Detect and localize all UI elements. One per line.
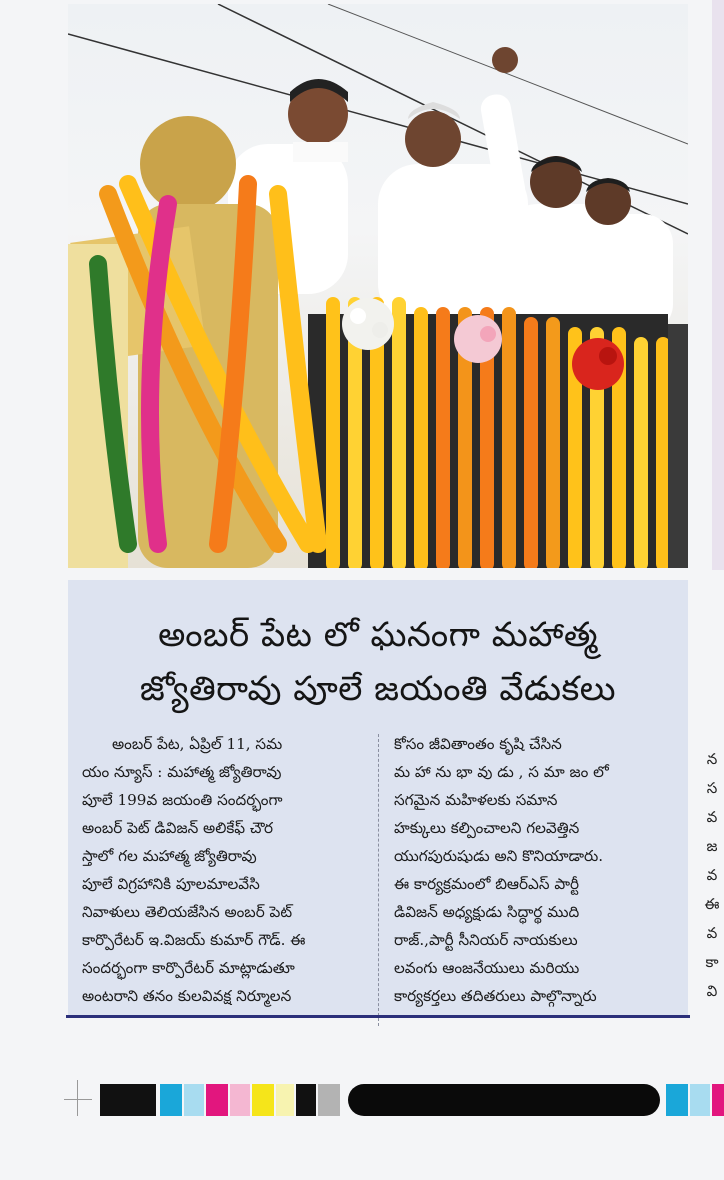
headline xyxy=(68,608,688,716)
color-swatch xyxy=(318,1084,340,1116)
body-line: పూలే విగ్రహానికి పూలమాలవేసి xyxy=(82,875,260,893)
article-box xyxy=(68,580,688,1016)
color-swatch xyxy=(100,1084,156,1116)
color-swatch xyxy=(184,1084,204,1116)
body-line: యం న్యూస్ : మహాత్మ జ్యోతిరావు xyxy=(82,763,282,781)
body-line: లవంగు ఆంజనేయులు మరియు xyxy=(394,959,580,977)
body-column-2 xyxy=(394,730,676,1010)
news-photo xyxy=(68,4,688,568)
body-line: కార్పొరేటర్ ఇ.విజయ్ కుమార్ గౌడ్. ఈ xyxy=(82,931,306,949)
body-line: అంబర్ పెట్ డివిజన్ అలికేఫ్ చౌర xyxy=(82,819,274,837)
body-line: సగమైన మహిళలకు సమాన xyxy=(394,791,558,809)
headline-line-2: జ్యోతిరావు పూలే జయంతి వేడుకలు xyxy=(139,669,617,709)
body-column-1 xyxy=(82,730,364,1010)
color-swatch-lightcyan-right xyxy=(690,1084,710,1116)
body-line: అంబర్ పేట, ఏప్రిల్ 11, సమ xyxy=(112,735,283,753)
body-line: సందర్భంగా కార్పొరేటర్ మాట్లాడుతూ xyxy=(82,959,295,977)
headline-line-1: అంబర్ పేట లో ఘనంగా మహాత్మ xyxy=(158,615,598,655)
body-line: హక్కులు కల్పించాలని గలవెత్తిన xyxy=(394,819,580,837)
color-swatch xyxy=(276,1084,294,1116)
body-line: పూలే 199వ జయంతి సందర్భంగా xyxy=(82,791,283,809)
registration-bar-black xyxy=(348,1084,660,1116)
body-line: ఈ కార్యక్రమంలో బిఆర్ఎస్ పార్టీ xyxy=(394,875,579,893)
body-line: యుగపురుషుడు అని కొనియాడారు. xyxy=(394,847,604,865)
crop-mark-horizontal xyxy=(64,1099,92,1100)
body-line: కార్యకర్తలు తదితరులు పాల్గొన్నారు xyxy=(394,987,597,1005)
crop-mark-vertical xyxy=(77,1080,78,1116)
article-bottom-rule xyxy=(66,1015,690,1018)
color-swatch-magenta-right xyxy=(712,1084,724,1116)
body-line: స్తాలో గల మహాత్మ జ్యోతిరావు xyxy=(82,847,257,865)
color-swatch xyxy=(206,1084,228,1116)
column-divider xyxy=(378,734,379,1026)
body-line: మ హా ను భా వు డు , స మా జం లో xyxy=(394,763,609,781)
body-line: డివిజన్ అధ్యక్షుడు సిద్ధార్థ ముది xyxy=(394,903,580,921)
color-swatch-cyan-right xyxy=(666,1084,688,1116)
body-line: కోసం జీవితాంతం కృషి చేసిన xyxy=(394,735,562,753)
body-line: రాజ్.,పార్టీ సీనియర్ నాయకులు xyxy=(394,931,578,949)
color-swatch xyxy=(230,1084,250,1116)
body-line: అంటరాని తనం కులవివక్ష నిర్మూలన xyxy=(82,987,292,1005)
color-swatch xyxy=(296,1084,316,1116)
color-swatch xyxy=(252,1084,274,1116)
color-swatch xyxy=(160,1084,182,1116)
body-line: నివాళులు తెలియజేసిన అంబర్ పెట్ xyxy=(82,903,293,921)
adjacent-article-fragment: న స వ జ వ ఈ వ కా వి xyxy=(704,750,720,1000)
adjacent-column-strip xyxy=(712,0,724,570)
